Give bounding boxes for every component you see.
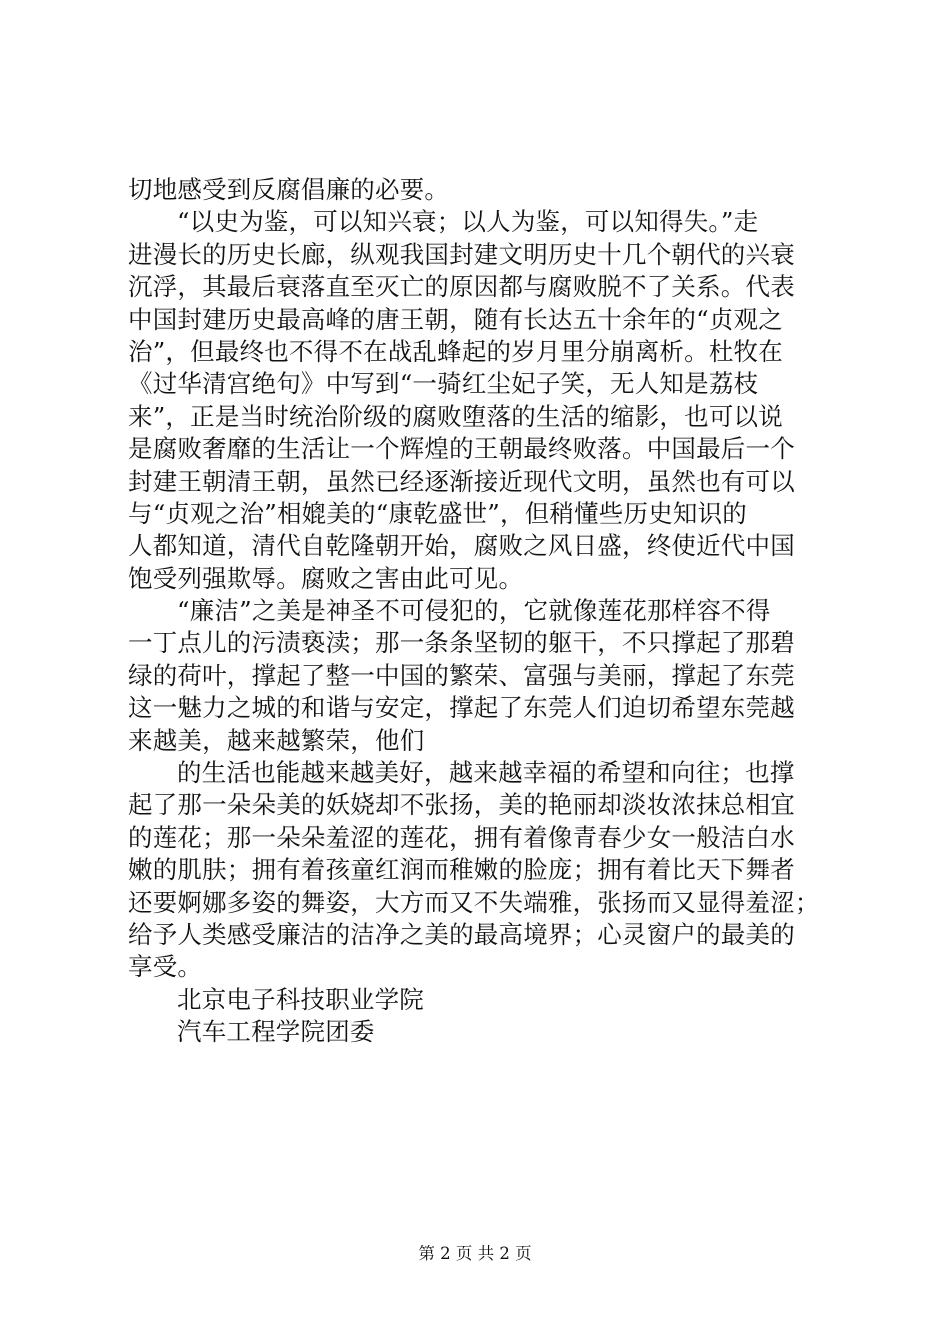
text-line: 的生活也能越来越美好，越来越幸福的希望和向往；也撑: [177, 758, 795, 788]
text-line: 的莲花；那一朵朵羞涩的莲花，拥有着像青春少女一般洁白水: [128, 822, 795, 852]
text-line: 沉浮，其最后衰落直至灭亡的原因都与腐败脱不了关系。代表: [128, 272, 795, 302]
page-footer: 第 2 页 共 2 页: [418, 1244, 532, 1263]
text-line: 中国封建历史最高峰的唐王朝，随有长达五十余年的“贞观之: [128, 304, 783, 334]
text-line: 来”，正是当时统治阶级的腐败堕落的生活的缩影，也可以说: [128, 401, 783, 431]
text-line: 《过华清宫绝句》中写到“一骑红尘妃子笑，无人知是荔枝: [128, 369, 759, 399]
text-line: 绿的荷叶，撑起了整一中国的繁荣、富强与美丽，撑起了东莞: [128, 660, 795, 690]
text-line: 人都知道，清代自乾隆朝开始，腐败之风日盛，终使近代中国: [128, 531, 795, 561]
text-line: 嫩的肌肤；拥有着孩童红润而稚嫩的脸庞；拥有着比天下舞者: [128, 855, 795, 885]
text-line: 北京电子科技职业学院: [177, 984, 424, 1014]
document-body: [128, 174, 828, 1049]
text-line: “以史为鉴，可以知兴衰；以人为鉴，可以知得失。”走: [177, 207, 759, 237]
text-line: 这一魅力之城的和谐与安定，撑起了东莞人们迫切希望东莞越: [128, 693, 795, 723]
text-line: 汽车工程学院团委: [177, 1017, 375, 1047]
text-line: 进漫长的历史长廊，纵观我国封建文明历史十几个朝代的兴衰: [128, 239, 795, 269]
text-line: 享受。: [128, 952, 203, 982]
text-line: 与“贞观之治”相媲美的“康乾盛世”，但稍懂些历史知识的: [128, 498, 747, 528]
text-line: “廉洁”之美是神圣不可侵犯的，它就像莲花那样容不得: [177, 596, 771, 626]
text-line: 来越美，越来越繁荣，他们: [128, 725, 425, 755]
text-line: 是腐败奢靡的生活让一个辉煌的王朝最终败落。中国最后一个: [128, 434, 795, 464]
text-line: 切地感受到反腐倡廉的必要。: [128, 175, 450, 204]
text-line: 给予人类感受廉洁的洁净之美的最高境界；心灵窗户的最美的: [128, 919, 795, 949]
text-line: 治”，但最终也不得不在战乱蜂起的岁月里分崩离析。杜牧在: [128, 336, 783, 366]
text-line: 还要婀娜多姿的舞姿，大方而又不失端雅，张扬而又显得羞涩；: [128, 887, 820, 917]
text-line: 饱受列强欺辱。腐败之害由此可见。: [128, 563, 524, 593]
text-line: 封建王朝清王朝，虽然已经逐渐接近现代文明，虽然也有可以: [128, 466, 795, 496]
text-line: 一丁点儿的污渍亵渎；那一条条坚韧的躯干，不只撑起了那碧: [128, 628, 795, 658]
text-line: 起了那一朵朵美的妖娆却不张扬，美的艳丽却淡妆浓抹总相宜: [128, 790, 795, 820]
